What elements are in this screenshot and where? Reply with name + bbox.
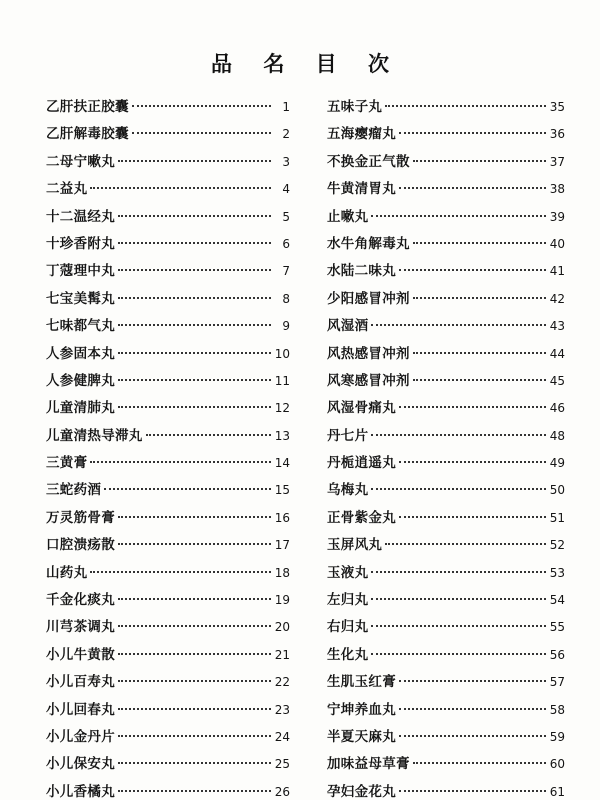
toc-entry-page-number: 8 [282,291,290,306]
toc-entry [327,505,565,532]
toc-entry-page-number: 51 [549,510,565,525]
toc-entry-name: 风湿酒 [327,318,369,335]
dot-leader [385,105,546,107]
toc-entry [46,149,290,176]
toc-entry-page-number: 43 [549,319,565,334]
toc-entry-name: 风寒感冒冲剂 [327,372,410,389]
toc-entry-page-number: 17 [274,538,290,553]
toc-entry-page-number: 9 [282,319,290,334]
dot-leader [399,680,546,682]
dot-leader [118,215,271,217]
toc-entry [46,395,290,422]
toc-entry [327,450,565,477]
toc-entry-page-number: 48 [549,428,565,443]
toc-entry [327,176,565,203]
dot-leader [132,105,271,107]
toc-entry-name: 山药丸 [46,564,88,581]
toc-entry [327,368,565,395]
dot-leader [371,598,546,600]
toc-entry-page-number: 3 [282,154,290,169]
dot-leader [118,324,271,326]
toc-entry-name: 七宝美髯丸 [46,290,115,307]
toc-entry-page-number: 56 [549,647,565,662]
dot-leader [90,571,271,573]
toc-entry-name: 止嗽丸 [327,208,369,225]
toc-entry-page-number: 61 [549,784,565,799]
toc-entry [46,505,290,532]
toc-entry-name: 生肌玉红膏 [327,674,396,691]
toc-entry [46,204,290,231]
toc-entry-page-number: 5 [282,209,290,224]
toc-entry-name: 二母宁嗽丸 [46,153,115,170]
dot-leader [413,160,546,162]
dot-leader [118,269,271,271]
dot-leader [118,516,271,518]
toc-entry [46,669,290,696]
dot-leader [90,461,271,463]
toc-entry-name: 半夏天麻丸 [327,728,396,745]
dot-leader [371,653,546,655]
dot-leader [118,160,271,162]
toc-entry-page-number: 55 [549,620,565,635]
toc-entry-name: 宁坤养血丸 [327,701,396,718]
dot-leader [118,625,271,627]
toc-entry-page-number: 15 [274,483,290,498]
toc-entry [327,258,565,285]
toc-entry-page-number: 12 [274,401,290,416]
toc-entry-page-number: 7 [282,264,290,279]
dot-leader [371,625,546,627]
toc-entry-page-number: 1 [282,100,290,114]
toc-entry-page-number: 10 [274,346,290,361]
toc-entry-page-number: 52 [549,538,565,553]
toc-entry-name: 人参健脾丸 [46,372,115,389]
toc-entry-page-number: 40 [549,236,565,251]
toc-entry-page-number: 16 [274,510,290,525]
dot-leader [413,352,546,354]
toc-entry-name: 小儿回春丸 [46,701,115,718]
toc-entry-name: 五海瘿瘤丸 [327,126,396,143]
toc-entry [327,642,565,669]
toc-entry-name: 加味益母草膏 [327,756,410,773]
dot-leader [118,598,271,600]
toc-entry [46,560,290,587]
toc-entry-name: 小儿百寿丸 [46,674,115,691]
toc-entry-page-number: 2 [282,127,290,142]
toc-entry [46,121,290,148]
toc-entry [46,477,290,504]
dot-leader [399,790,546,792]
dot-leader [399,708,546,710]
toc-entry-name: 儿童清热导滞丸 [46,427,143,444]
toc-entry-name: 孕妇金花丸 [327,783,396,800]
toc-entry-page-number: 58 [549,702,565,717]
dot-leader [118,735,271,737]
toc-entry-page-number: 45 [549,373,565,388]
toc-entry-name: 不换金正气散 [327,153,410,170]
dot-leader [371,324,546,326]
toc-entry [327,614,565,641]
dot-leader [413,297,546,299]
toc-entry [327,395,565,422]
toc-entry-name: 七味都气丸 [46,318,115,335]
toc-entry-name: 川芎茶调丸 [46,619,115,636]
toc-entry-page-number: 57 [549,675,565,690]
toc-entry [327,669,565,696]
dot-leader [118,379,271,381]
toc-entry [46,341,290,368]
toc-entry [327,204,565,231]
toc-entry-name: 丹七片 [327,427,369,444]
toc-entry-name: 水陆二味丸 [327,263,396,280]
dot-leader [371,488,546,490]
toc-entry-page-number: 36 [549,127,565,142]
toc-entry-page-number: 22 [274,675,290,690]
toc-entry-name: 小儿牛黄散 [46,646,115,663]
toc-entry-name: 生化丸 [327,646,369,663]
toc-entry [46,231,290,258]
toc-entry [46,587,290,614]
toc-entry [327,697,565,724]
dot-leader [399,735,546,737]
toc-entry [327,341,565,368]
page-title: 品 名 目 次 [211,51,401,77]
toc-entry-name: 右归丸 [327,619,369,636]
dot-leader [413,762,546,764]
toc-entry [46,697,290,724]
toc-entry-page-number: 19 [274,593,290,608]
toc-entry [46,779,290,806]
dot-leader [399,461,546,463]
toc-entry [46,368,290,395]
toc-entry [46,450,290,477]
toc-entry-name: 小儿保安丸 [46,756,115,773]
toc-entry-page-number: 23 [274,702,290,717]
toc-entry-page-number: 39 [549,209,565,224]
toc-entry-name: 万灵筋骨膏 [46,509,115,526]
toc-entry-name: 小儿香橘丸 [46,783,115,800]
toc-entry-page-number: 6 [282,236,290,251]
toc-entry-page-number: 53 [549,565,565,580]
toc-left-column [46,94,290,806]
dot-leader [118,543,271,545]
toc-entry-page-number: 44 [549,346,565,361]
toc-entry [46,642,290,669]
toc-right-column [327,94,565,806]
toc-entry-name: 少阳感冒冲剂 [327,290,410,307]
toc-entry-page-number: 42 [549,291,565,306]
toc-entry [46,532,290,559]
dot-leader [399,269,546,271]
toc-entry-page-number: 20 [274,620,290,635]
dot-leader [104,488,271,490]
toc-entry [327,94,565,121]
toc-entry-page-number: 41 [549,264,565,279]
toc-entry [46,751,290,778]
dot-leader [371,434,546,436]
toc-entry-page-number: 54 [549,593,565,608]
dot-leader [413,242,546,244]
toc-entry-page-number: 59 [549,729,565,744]
dot-leader [399,406,546,408]
dot-leader [118,653,271,655]
toc-entry-name: 乙肝解毒胶囊 [46,126,129,143]
toc-entry-page-number: 37 [549,154,565,169]
dot-leader [385,543,546,545]
toc-entry [327,477,565,504]
toc-entry [327,724,565,751]
toc-entry-name: 十珍香附丸 [46,235,115,252]
dot-leader [371,215,546,217]
toc-entry-name: 人参固本丸 [46,345,115,362]
toc-entry-name: 千金化痰丸 [46,592,115,609]
toc-entry-name: 丁蔻理中丸 [46,263,115,280]
toc-entry [46,614,290,641]
toc-entry [46,313,290,340]
toc-entry-page-number: 60 [549,757,565,772]
toc-entry-name: 风热感冒冲剂 [327,345,410,362]
dot-leader [118,352,271,354]
toc-entry-name: 三黄膏 [46,455,88,472]
toc-entry-name: 左归丸 [327,592,369,609]
toc-entry [327,587,565,614]
toc-entry-page-number: 14 [274,456,290,471]
toc-entry-page-number: 13 [274,428,290,443]
dot-leader [118,790,271,792]
toc-entry [327,313,565,340]
toc-entry [327,231,565,258]
toc-entry-page-number: 4 [282,182,290,197]
dot-leader [399,187,546,189]
toc-entry [46,94,290,121]
toc-entry [327,121,565,148]
toc-entry-page-number: 46 [549,401,565,416]
dot-leader [118,708,271,710]
toc-entry-name: 正骨紫金丸 [327,509,396,526]
toc-entry-page-number: 38 [549,182,565,197]
dot-leader [399,132,546,134]
toc-entry-page-number: 18 [274,565,290,580]
toc-entry-name: 十二温经丸 [46,208,115,225]
toc-entry [327,779,565,806]
dot-leader [118,762,271,764]
toc-entry [46,258,290,285]
toc-entry-page-number: 21 [274,647,290,662]
toc-entry-name: 乙肝扶正胶囊 [46,99,129,115]
toc-entry [327,532,565,559]
toc-entry [46,176,290,203]
toc-entry-name: 三蛇药酒 [46,482,102,499]
dot-leader [399,516,546,518]
toc-entry [327,560,565,587]
dot-leader [90,187,271,189]
dot-leader [413,379,546,381]
toc-entry-page-number: 50 [549,483,565,498]
dot-leader [146,434,271,436]
toc-entry [327,423,565,450]
toc-entry-name: 水牛角解毒丸 [327,235,410,252]
toc-entry-name: 玉液丸 [327,564,369,581]
toc-entry-name: 儿童清肺丸 [46,400,115,417]
toc-entry [46,724,290,751]
dot-leader [118,242,271,244]
toc-entry-name: 乌梅丸 [327,482,369,499]
toc-entry-page-number: 25 [274,757,290,772]
toc-entry-name: 玉屏风丸 [327,537,383,554]
toc-entry [46,286,290,313]
dot-leader [132,132,271,134]
toc-entry-name: 口腔溃疡散 [46,537,115,554]
toc-entry-name: 二益丸 [46,181,88,198]
toc-entry-name: 丹栀逍遥丸 [327,455,396,472]
toc-entry [327,286,565,313]
toc-entry-page-number: 49 [549,456,565,471]
dot-leader [118,406,271,408]
toc-entry [327,149,565,176]
toc-entry-page-number: 35 [549,100,565,114]
toc-entry-name: 小儿金丹片 [46,728,115,745]
dot-leader [118,297,271,299]
toc-entry-page-number: 26 [274,784,290,799]
toc-entry-page-number: 24 [274,729,290,744]
toc-entry [327,751,565,778]
toc-entry-name: 风湿骨痛丸 [327,400,396,417]
dot-leader [118,680,271,682]
toc-entry-name: 五味子丸 [327,99,383,115]
toc-entry-page-number: 11 [274,373,290,388]
toc-entry [46,423,290,450]
toc-entry-name: 牛黄清胃丸 [327,181,396,198]
dot-leader [371,571,546,573]
